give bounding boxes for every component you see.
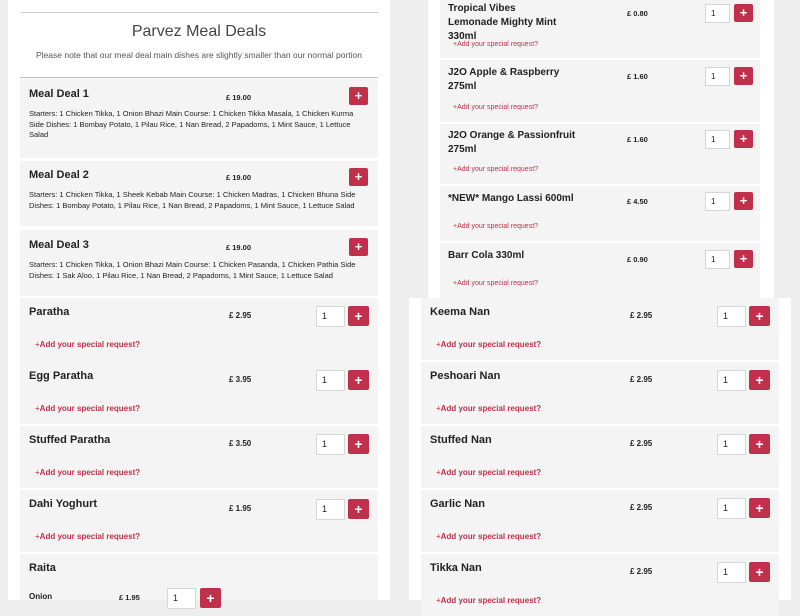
quantity-field[interactable]: 1 bbox=[316, 434, 345, 455]
drink-name: J2O Apple & Raspberry 275ml bbox=[448, 67, 560, 92]
plus-icon: + bbox=[35, 532, 40, 541]
item-name: Tikka Nan bbox=[430, 562, 482, 574]
plus-icon: + bbox=[436, 468, 441, 477]
quantity-field[interactable]: 1 bbox=[717, 434, 746, 455]
drink-item bbox=[440, 60, 760, 122]
special-request-link[interactable] bbox=[436, 404, 541, 413]
add-to-order-button[interactable]: + bbox=[734, 250, 753, 268]
quantity-field[interactable]: 1 bbox=[316, 499, 345, 520]
add-deal-button[interactable]: + bbox=[349, 87, 368, 105]
plus-icon: + bbox=[453, 166, 458, 173]
quantity-field[interactable]: 1 bbox=[167, 588, 196, 609]
special-request-link[interactable] bbox=[453, 166, 538, 173]
special-request-link[interactable] bbox=[436, 532, 541, 541]
add-to-order-button[interactable]: + bbox=[348, 499, 369, 519]
plus-icon: + bbox=[453, 41, 458, 48]
menu-item bbox=[20, 298, 378, 362]
quantity-field[interactable]: 1 bbox=[717, 498, 746, 519]
item-name: Raita bbox=[29, 562, 56, 574]
nans-panel bbox=[409, 298, 791, 605]
special-request-label: Add your special request? bbox=[457, 104, 539, 111]
drink-item bbox=[440, 124, 760, 184]
add-to-order-button[interactable]: + bbox=[734, 192, 753, 210]
drink-item bbox=[440, 0, 760, 58]
plus-icon: + bbox=[436, 532, 441, 541]
drink-name: *NEW* Mango Lassi 600ml bbox=[448, 193, 574, 204]
item-price: £ 1.95 bbox=[229, 504, 252, 513]
add-to-order-button[interactable]: + bbox=[734, 67, 753, 85]
add-to-order-button[interactable]: + bbox=[348, 434, 369, 454]
quantity-field[interactable]: 1 bbox=[705, 67, 730, 86]
drink-price: £ 4.50 bbox=[627, 197, 648, 206]
menu-item bbox=[421, 362, 779, 424]
item-name: Paratha bbox=[29, 306, 70, 318]
raita-option-price: £ 1.95 bbox=[119, 593, 140, 602]
raita-option-name: Onion bbox=[29, 592, 53, 601]
special-request-link[interactable] bbox=[436, 596, 541, 605]
plus-icon: + bbox=[453, 104, 458, 111]
special-request-label: Add your special request? bbox=[440, 596, 542, 605]
special-request-link[interactable] bbox=[35, 404, 140, 413]
menu-item bbox=[421, 554, 779, 616]
item-price: £ 3.50 bbox=[229, 439, 252, 448]
drink-item bbox=[440, 243, 760, 298]
quantity-field[interactable]: 1 bbox=[705, 130, 730, 149]
special-request-label: Add your special request? bbox=[39, 340, 141, 349]
menu-item bbox=[421, 490, 779, 552]
deal-price: £ 19.00 bbox=[226, 173, 252, 182]
add-deal-button[interactable]: + bbox=[349, 238, 368, 256]
quantity-field[interactable]: 1 bbox=[705, 192, 730, 211]
plus-icon: + bbox=[436, 404, 441, 413]
item-price: £ 2.95 bbox=[630, 567, 653, 576]
item-name: Egg Paratha bbox=[29, 370, 94, 382]
plus-icon: + bbox=[453, 280, 458, 287]
plus-icon: + bbox=[35, 468, 40, 477]
drinks-panel bbox=[428, 0, 774, 298]
menu-item bbox=[20, 426, 378, 488]
special-request-link[interactable] bbox=[453, 280, 538, 287]
special-request-link[interactable] bbox=[453, 223, 538, 230]
item-price: £ 2.95 bbox=[630, 439, 653, 448]
add-to-order-button[interactable]: + bbox=[749, 562, 770, 582]
add-deal-button[interactable]: + bbox=[349, 168, 368, 186]
plus-icon: + bbox=[436, 340, 441, 349]
add-to-order-button[interactable]: + bbox=[348, 306, 369, 326]
drink-price: £ 1.60 bbox=[627, 72, 648, 81]
add-to-order-button[interactable]: + bbox=[749, 498, 770, 518]
special-request-label: Add your special request? bbox=[457, 280, 539, 287]
deal-description: Starters: 1 Chicken Tikka, 1 Sheek Kebab Main Course: 1 Chicken Madras, 1 Chicken Bhuna Side Dishes: 1 Bombay Potato, 1 Pilau Rice, 1 Nan Bread, 2 Papadoms, 1 Mint Sauce, 1 Lettuce Salad bbox=[29, 190, 356, 210]
item-name: Dahi Yoghurt bbox=[29, 498, 98, 510]
drink-name: Tropical Vibes Lemonade Mighty Mint 330ml bbox=[448, 3, 557, 42]
quantity-field[interactable]: 1 bbox=[717, 306, 746, 327]
meal-deal-card bbox=[20, 230, 378, 296]
add-to-order-button[interactable]: + bbox=[348, 370, 369, 390]
menu-item-raita bbox=[20, 554, 378, 606]
plus-icon: + bbox=[436, 596, 441, 605]
special-request-link[interactable] bbox=[35, 468, 140, 477]
top-divider bbox=[20, 12, 378, 13]
quantity-field[interactable]: 1 bbox=[705, 4, 730, 23]
deal-description: Starters: 1 Chicken Tikka, 1 Onion Bhazi Main Course: 1 Chicken Tikka Masala, 1 Chicken Kurma Side Dishes: 1 Bombay Potato, 1 Pilau Rice, 1 Nan Bread, 2 Papadoms, 1 Mint Sauce, 1 Lettuce Salad bbox=[29, 109, 354, 139]
special-request-label: Add your special request? bbox=[457, 223, 539, 230]
add-to-order-button[interactable]: + bbox=[200, 588, 221, 608]
add-to-order-button[interactable]: + bbox=[734, 130, 753, 148]
deal-name: Meal Deal 1 bbox=[29, 88, 89, 100]
menu-item bbox=[421, 426, 779, 488]
special-request-link[interactable] bbox=[436, 340, 541, 349]
special-request-label: Add your special request? bbox=[457, 166, 539, 173]
item-name: Peshoari Nan bbox=[430, 370, 501, 382]
item-price: £ 2.95 bbox=[630, 375, 653, 384]
meal-deal-card bbox=[20, 161, 378, 226]
drink-price: £ 0.80 bbox=[627, 9, 648, 18]
special-request-label: Add your special request? bbox=[440, 404, 542, 413]
deal-price: £ 19.00 bbox=[226, 93, 252, 102]
section-divider bbox=[20, 77, 378, 78]
meal-deals-panel bbox=[8, 0, 390, 298]
item-price: £ 2.95 bbox=[630, 503, 653, 512]
quantity-field[interactable]: 1 bbox=[705, 250, 730, 269]
menu-item bbox=[421, 298, 779, 360]
plus-icon: + bbox=[453, 223, 458, 230]
item-name: Keema Nan bbox=[430, 306, 490, 318]
special-request-label: Add your special request? bbox=[440, 468, 542, 477]
special-request-link[interactable] bbox=[436, 468, 541, 477]
drink-price: £ 1.60 bbox=[627, 135, 648, 144]
section-title: Parvez Meal Deals bbox=[131, 23, 267, 40]
special-request-link[interactable] bbox=[35, 340, 140, 349]
item-price: £ 3.95 bbox=[229, 375, 252, 384]
section-note: Please note that our meal deal main dishes are slightly smaller than our normal portion bbox=[35, 50, 362, 60]
special-request-label: Add your special request? bbox=[39, 532, 141, 541]
menu-item bbox=[20, 362, 378, 424]
add-to-order-button[interactable]: + bbox=[734, 4, 753, 22]
drink-item bbox=[440, 186, 760, 241]
deal-price: £ 19.00 bbox=[226, 243, 252, 252]
item-name: Stuffed Paratha bbox=[29, 434, 111, 446]
quantity-field[interactable]: 1 bbox=[316, 306, 345, 327]
drink-price: £ 0.90 bbox=[627, 255, 648, 264]
special-request-label: Add your special request? bbox=[457, 41, 539, 48]
quantity-field[interactable]: 1 bbox=[717, 370, 746, 391]
deal-name: Meal Deal 2 bbox=[29, 169, 89, 181]
sides-panel bbox=[8, 298, 390, 606]
plus-icon: + bbox=[35, 404, 40, 413]
add-to-order-button[interactable]: + bbox=[749, 306, 770, 326]
drink-name: Barr Cola 330ml bbox=[448, 250, 525, 261]
plus-icon: + bbox=[35, 340, 40, 349]
drink-name: J2O Orange & Passionfruit 275ml bbox=[448, 130, 576, 155]
item-name: Garlic Nan bbox=[430, 498, 486, 510]
special-request-label: Add your special request? bbox=[440, 532, 542, 541]
item-price: £ 2.95 bbox=[229, 311, 252, 320]
item-name: Stuffed Nan bbox=[430, 434, 492, 446]
special-request-label: Add your special request? bbox=[39, 468, 141, 477]
meal-deal-card bbox=[20, 79, 378, 158]
add-to-order-button[interactable]: + bbox=[749, 434, 770, 454]
special-request-label: Add your special request? bbox=[440, 340, 542, 349]
quantity-field[interactable]: 1 bbox=[717, 562, 746, 583]
deal-description: Starters: 1 Chicken Tikka, 1 Onion Bhazi Main Course: 1 Chicken Pasanda, 1 Chicken Pathia Side Dishes: 1 Sak Aloo, 1 Pilau Rice, 1 Nan Bread, 2 Papadoms, 1 Mint Sauce, 1 Lettuce Salad bbox=[29, 260, 356, 280]
deal-name: Meal Deal 3 bbox=[29, 239, 89, 251]
special-request-link[interactable] bbox=[453, 41, 538, 48]
item-price: £ 2.95 bbox=[630, 311, 653, 320]
add-to-order-button[interactable]: + bbox=[749, 370, 770, 390]
special-request-link[interactable] bbox=[35, 532, 140, 541]
special-request-label: Add your special request? bbox=[39, 404, 141, 413]
menu-item bbox=[20, 490, 378, 552]
quantity-field[interactable]: 1 bbox=[316, 370, 345, 391]
special-request-link[interactable] bbox=[453, 104, 538, 111]
